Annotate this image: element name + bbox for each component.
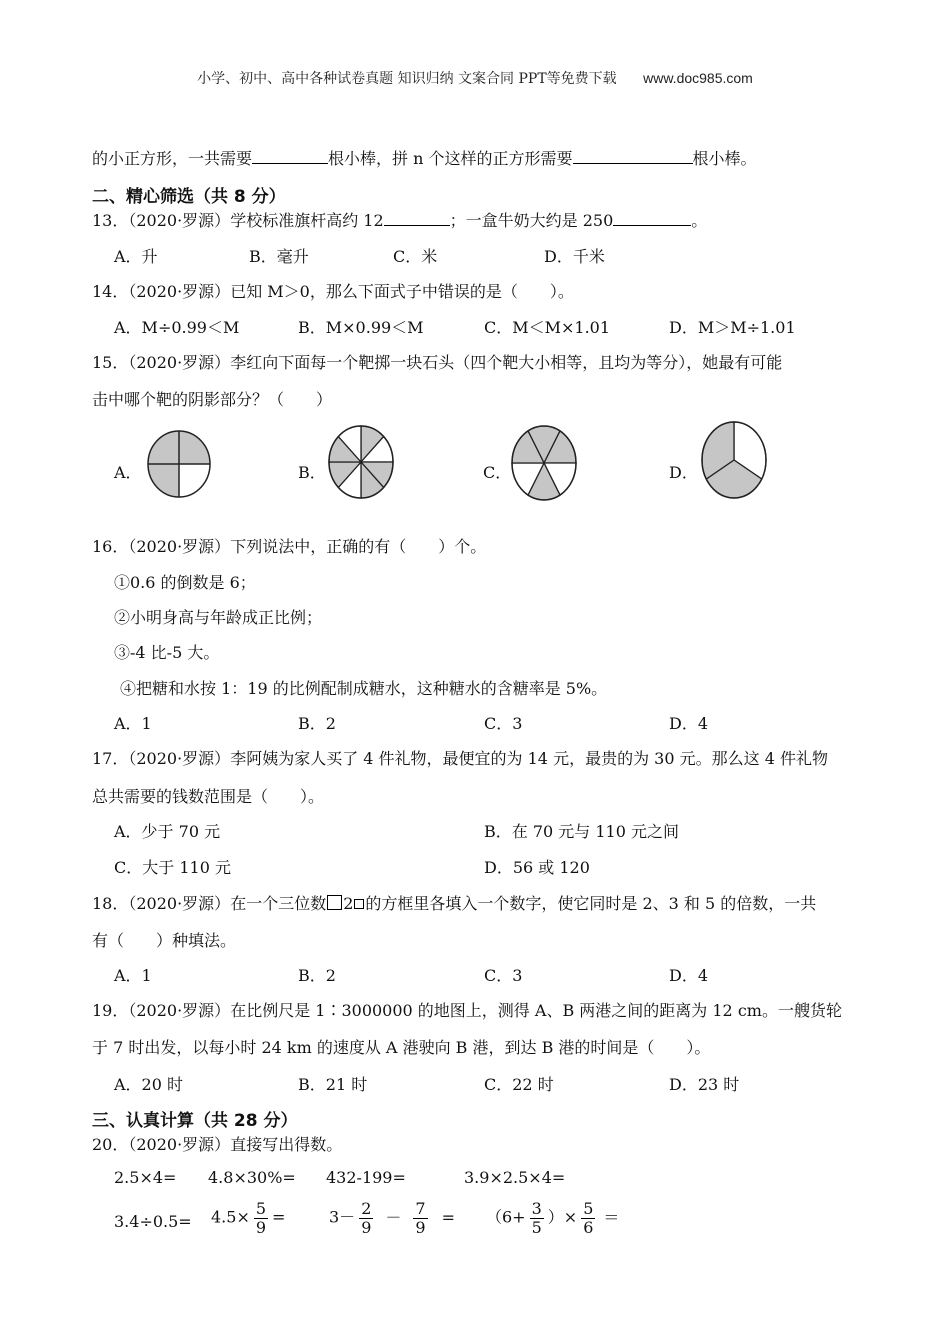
question-source: （2020·罗源）: [128, 1135, 231, 1154]
numerator: 5: [255, 1199, 267, 1218]
q16-statement-3: ③-4 比-5 大。: [114, 643, 220, 662]
q14-option-b[interactable]: B．M×0.99＜M: [298, 318, 424, 337]
q14-option-d[interactable]: D．M＞M÷1.01: [669, 318, 796, 337]
q18-option-d[interactable]: D．4: [669, 966, 709, 985]
calc-item: 3.4÷0.5=: [114, 1212, 192, 1231]
q16-option-a[interactable]: A．1: [114, 714, 152, 733]
q13-option-a[interactable]: A．升: [114, 247, 158, 266]
q12-text-a: 的小正方形，一共需要: [92, 149, 253, 168]
question-text: 直接写出得数。: [230, 1135, 343, 1154]
calc-text: 4.5×: [211, 1207, 250, 1227]
question-source: （2020·罗源）: [128, 1001, 231, 1020]
fraction: [254, 1200, 268, 1236]
calc-item: [329, 1200, 455, 1236]
q18-digit: 2: [343, 894, 354, 913]
q15-option-c[interactable]: C．: [483, 463, 512, 482]
fraction: [581, 1200, 595, 1236]
question-13: [92, 208, 707, 231]
question-number: 15．: [92, 353, 129, 372]
q16-option-d[interactable]: D．4: [669, 714, 709, 733]
q17-option-c[interactable]: C．大于 110 元: [114, 858, 231, 877]
denominator: 9: [255, 1217, 267, 1237]
q14-option-c[interactable]: C．M＜M×1.01: [484, 318, 611, 337]
q12-tail: [92, 146, 757, 169]
q13-text-b: ；一盒牛奶大约是 250: [449, 211, 614, 230]
q16-statement-4: ④把糖和水按 1：19 的比例配制成糖水，这种糖水的含糖率是 5%。: [120, 679, 608, 698]
calc-text: （6+: [486, 1207, 526, 1227]
q19-option-c[interactable]: C．22 时: [484, 1075, 554, 1094]
target-c-figure[interactable]: [510, 424, 578, 502]
question-source: （2020·罗源）: [128, 537, 231, 556]
calc-text: =: [441, 1207, 455, 1227]
question-16: [92, 534, 486, 557]
question-18: [92, 891, 816, 914]
question-text: 在比例尺是 1∶3000000 的地图上，测得 A、B 两港之间的距离为 12 cm。一艘货轮: [230, 1001, 842, 1020]
q16-statement-2: ②小明身高与年龄成正比例；: [114, 608, 323, 627]
header-url[interactable]: www.doc985.com: [643, 70, 753, 86]
q16-statement-1: ①0.6 的倒数是 6；: [114, 573, 256, 592]
q17-option-a[interactable]: A．少于 70 元: [114, 822, 221, 841]
q19-option-b[interactable]: B．21 时: [298, 1075, 368, 1094]
question-19: [92, 998, 842, 1021]
q19-option-a[interactable]: A．20 时: [114, 1075, 184, 1094]
calc-text: 3－: [329, 1207, 356, 1227]
page-header: [0, 68, 950, 88]
digit-box[interactable]: [327, 895, 342, 910]
calc-item: 432-199=: [326, 1168, 406, 1187]
calc-text: ＝: [603, 1207, 620, 1227]
fraction: [359, 1200, 373, 1236]
q17-option-d[interactable]: D．56 或 120: [484, 858, 590, 877]
q18-option-a[interactable]: A．1: [114, 966, 152, 985]
q13-option-b[interactable]: B．毫升: [249, 247, 309, 266]
question-text: 李红向下面每一个靶掷一块石头（四个靶大小相等，且均为等分），她最有可能: [230, 353, 783, 372]
calc-text: ）×: [547, 1207, 578, 1227]
question-number: 13．: [92, 211, 129, 230]
section-2-title: 二、精心筛选（共 8 分）: [92, 187, 286, 207]
q13-option-d[interactable]: D．千米: [544, 247, 605, 266]
calc-item: 4.8×30%=: [208, 1168, 296, 1187]
target-a-figure[interactable]: [146, 428, 212, 500]
question-number: 14．: [92, 282, 129, 301]
target-d-figure[interactable]: [700, 420, 768, 500]
calc-text: －: [385, 1207, 402, 1227]
question-number: 16．: [92, 537, 129, 556]
question-14: [92, 279, 574, 302]
calc-item: 2.5×4=: [114, 1168, 177, 1187]
denominator: 9: [361, 1217, 372, 1237]
q18-option-b[interactable]: B．2: [298, 966, 336, 985]
q17-option-b[interactable]: B．在 70 元与 110 元之间: [484, 822, 680, 841]
numerator: 7: [415, 1199, 426, 1218]
q13-text-c: 。: [691, 211, 708, 230]
q15-option-b[interactable]: B．: [298, 463, 326, 482]
question-15: [92, 350, 782, 373]
calc-item: [211, 1200, 285, 1236]
digit-box[interactable]: [354, 899, 364, 909]
question-source: （2020·罗源）: [128, 894, 231, 913]
q13-text-a: 学校标准旗杆高约 12: [230, 211, 384, 230]
question-number: 18．: [92, 894, 129, 913]
q16-option-b[interactable]: B．2: [298, 714, 336, 733]
question-18-line2: 有（ ）种填法。: [92, 931, 237, 950]
question-text: 下列说法中，正确的有（ ）个。: [230, 537, 487, 556]
denominator: 5: [531, 1217, 542, 1237]
denominator: 6: [583, 1217, 594, 1237]
question-number: 20．: [92, 1135, 129, 1154]
question-source: （2020·罗源）: [128, 282, 231, 301]
numerator: 2: [361, 1199, 372, 1218]
answer-blank[interactable]: [613, 210, 691, 226]
q14-option-a[interactable]: A．M÷0.99＜M: [114, 318, 240, 337]
question-20: [92, 1132, 342, 1155]
answer-blank[interactable]: [573, 148, 693, 164]
numerator: 3: [531, 1199, 542, 1218]
fraction: [530, 1200, 544, 1236]
q18-option-c[interactable]: C．3: [484, 966, 523, 985]
question-15-line2: 击中哪个靶的阴影部分？（ ）: [92, 390, 333, 409]
q18-text-c: 的方框里各填入一个数字，使它同时是 2、3 和 5 的倍数，一共: [365, 894, 817, 913]
q15-option-d[interactable]: D．: [669, 463, 698, 482]
question-number: 17．: [92, 749, 129, 768]
question-source: （2020·罗源）: [128, 353, 231, 372]
header-text: 小学、初中、高中各种试卷真题 知识归纳 文案合同 PPT等免费下载: [197, 71, 617, 87]
q13-option-c[interactable]: C．米: [393, 247, 438, 266]
question-17: [92, 746, 828, 769]
numerator: 5: [583, 1199, 594, 1218]
q18-text-a: 在一个三位数: [230, 894, 327, 913]
q19-option-d[interactable]: D．23 时: [669, 1075, 740, 1094]
calc-text: =: [272, 1207, 286, 1227]
question-text: 李阿姨为家人买了 4 件礼物，最便宜的为 14 元，最贵的为 30 元。那么这 4 件礼物: [230, 749, 828, 768]
question-text: 已知 M＞0，那么下面式子中错误的是（ ）。: [230, 282, 574, 301]
answer-blank[interactable]: [252, 148, 328, 164]
target-b-figure[interactable]: [327, 424, 395, 500]
denominator: 9: [415, 1217, 426, 1237]
question-number: 19．: [92, 1001, 129, 1020]
question-17-line2: 总共需要的钱数范围是（ ）。: [92, 787, 325, 806]
answer-blank[interactable]: [384, 210, 450, 226]
section-3-title: 三、认真计算（共 28 分）: [92, 1111, 298, 1131]
calc-item: [486, 1200, 619, 1236]
q12-text-c: 根小棒。: [692, 149, 757, 168]
question-source: （2020·罗源）: [128, 211, 231, 230]
q12-text-b: 根小棒，拼 n 个这样的正方形需要: [328, 149, 573, 168]
question-19-line2: 于 7 时出发，以每小时 24 km 的速度从 A 港驶向 B 港，到达 B 港的时间是（ ）。: [92, 1038, 711, 1057]
question-source: （2020·罗源）: [128, 749, 231, 768]
q16-option-c[interactable]: C．3: [484, 714, 523, 733]
q15-option-a[interactable]: A．: [114, 463, 142, 482]
calc-item: 3.9×2.5×4=: [464, 1168, 566, 1187]
fraction: [413, 1200, 427, 1236]
